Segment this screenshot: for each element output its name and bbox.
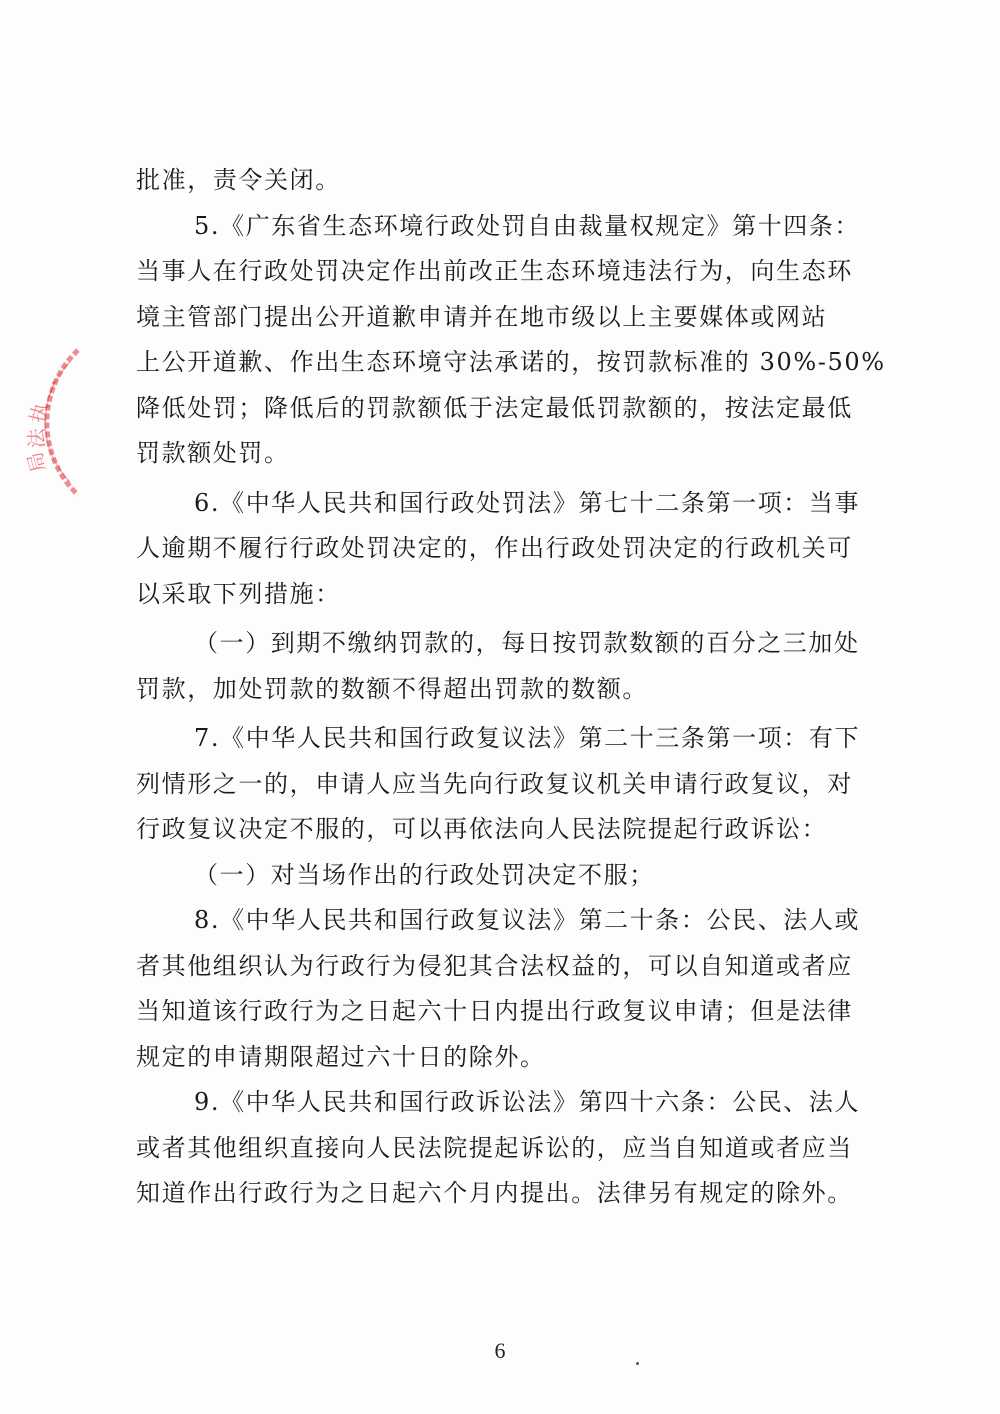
svg-text:法: 法 <box>24 427 49 449</box>
scan-speck <box>636 1362 639 1365</box>
text-line-6: 降低处罚；降低后的罚款额低于法定最低罚款额的，按法定最低 <box>136 393 853 422</box>
text-line-13: 7.《中华人民共和国行政复议法》第二十三条第一项：有下 <box>194 724 861 752</box>
text-line-12: 罚款，加处罚款的数额不得超出罚款的数额。 <box>136 674 648 703</box>
text-line-5: 上公开道歉、作出生态环境守法承诺的，按罚款标准的 30%-50% <box>136 348 886 376</box>
text-line-21: 9.《中华人民共和国行政诉讼法》第四十六条：公民、法人 <box>194 1088 861 1116</box>
text-line-10: 以采取下列措施： <box>136 579 341 608</box>
text-line-3: 当事人在行政处罚决定作出前改正生态环境违法行为，向生态环 <box>136 257 853 285</box>
text-line-9: 人逾期不履行行政处罚决定的，作出行政处罚决定的行政机关可 <box>136 534 853 562</box>
text-line-2: 5.《广东省生态环境行政处罚自由裁量权规定》第十四条： <box>194 211 861 240</box>
text-line-8: 6.《中华人民共和国行政处罚法》第七十二条第一项：当事 <box>194 488 861 517</box>
svg-text:一: 一 <box>38 376 68 404</box>
text-line-14: 列情形之一的，申请人应当先向行政复议机关申请行政复议，对 <box>136 769 853 798</box>
text-line-16: （一）对当场作出的行政处罚决定不服； <box>194 860 655 889</box>
svg-text:执: 执 <box>25 400 54 426</box>
text-line-22: 或者其他组织直接向人民法院提起诉讼的，应当自知道或者应当 <box>136 1133 853 1162</box>
text-line-15: 行政复议决定不服的，可以再依法向人民法院提起行政诉讼： <box>136 815 828 843</box>
text-line-18: 者其他组织认为行政行为侵犯其合法权益的，可以自知道或者应 <box>136 951 853 980</box>
svg-text:局: 局 <box>22 449 51 475</box>
text-line-1: 批准，责令关闭。 <box>136 166 341 194</box>
text-line-20: 规定的申请期限超过六十日的除外。 <box>136 1042 546 1071</box>
text-line-4: 境主管部门提出公开道歉申请并在地市级以上主要媒体或网站 <box>136 302 828 331</box>
page-number: 6 <box>494 1338 506 1363</box>
text-line-11: （一）到期不缴纳罚款的，每日按罚款数额的百分之三加处 <box>194 629 860 657</box>
text-line-19: 当知道该行政行为之日起六十日内提出行政复议申请；但是法律 <box>136 997 853 1025</box>
text-line-7: 罚款额处罚。 <box>136 439 290 467</box>
red-seal-stamp-icon <box>0 330 90 510</box>
text-line-23: 知道作出行政行为之日起六个月内提出。法律另有规定的除外。 <box>136 1179 853 1207</box>
document-body <box>136 158 884 1217</box>
text-line-17: 8.《中华人民共和国行政复议法》第二十条：公民、法人或 <box>194 906 861 934</box>
